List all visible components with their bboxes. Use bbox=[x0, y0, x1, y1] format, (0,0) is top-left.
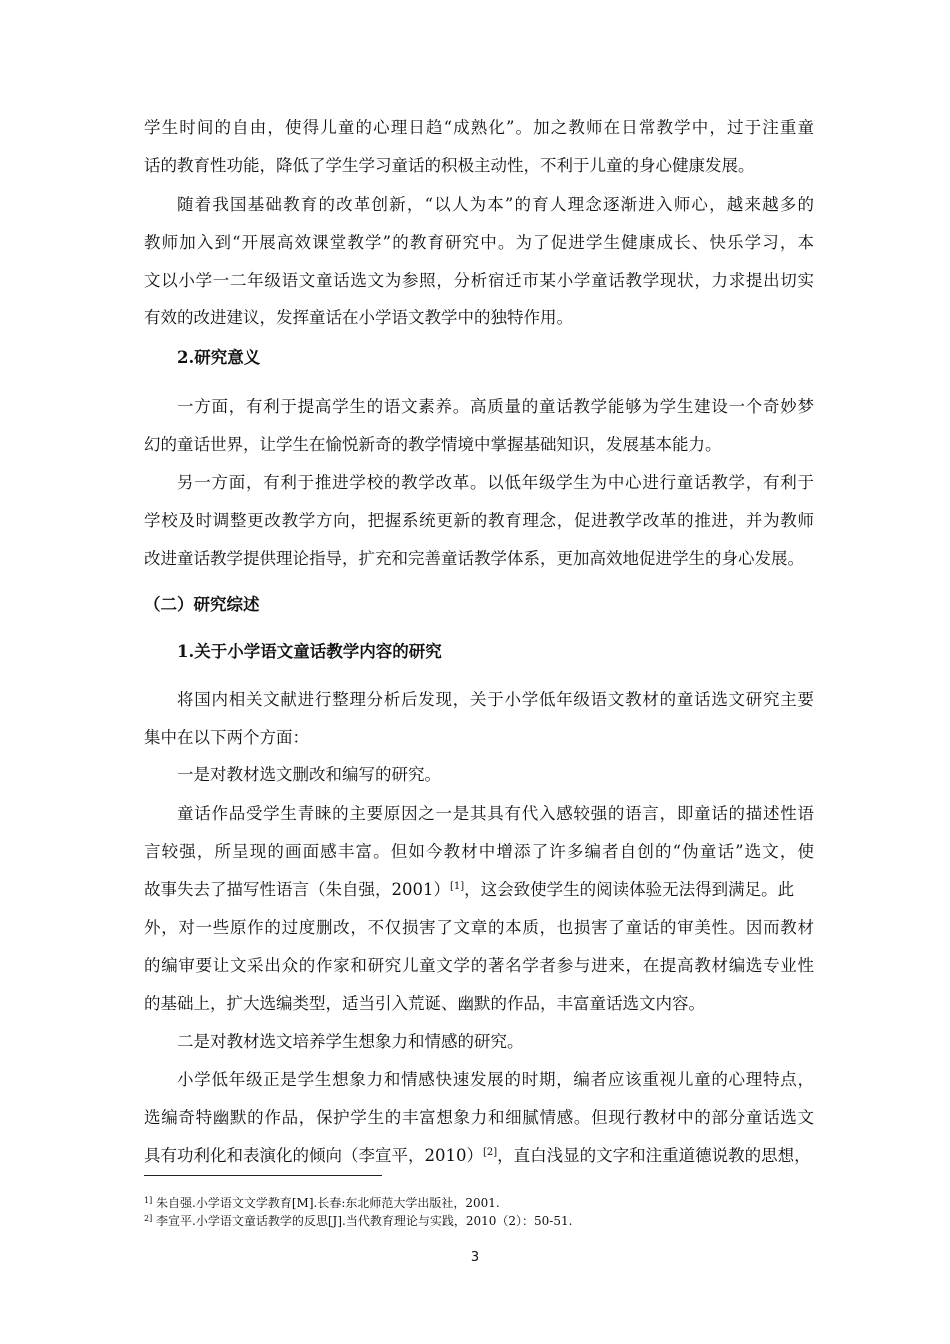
paragraph-line: 学生时间的自由，使得儿童的心理日趋“成熟化”。加之教师在日常教学中，过于注重童 bbox=[144, 118, 814, 137]
paragraph-line: 文以小学一二年级语文童话选文为参照，分析宿迁市某小学童话教学现状，力求提出切实 bbox=[144, 271, 814, 290]
paragraph-line: 话的教育性功能，降低了学生学习童话的积极主动性，不利于儿童的身心健康发展。 bbox=[144, 156, 755, 175]
citation-ref: [2] bbox=[483, 1147, 498, 1158]
paragraph-line: 言较强，所呈现的画面感丰富。但如今教材中增添了许多编者自创的“伪童话”选文，使 bbox=[144, 842, 814, 861]
line-text: ，直白浅显的文字和注重道德说教的思想， bbox=[497, 1146, 811, 1165]
paragraph-line: 童话作品受学生青睐的主要原因之一是其具有代入感较强的语言，即童话的描述性语 bbox=[177, 804, 814, 823]
paragraph-line: 改进童话教学提供理论指导，扩充和完善童话教学体系，更加高效地促进学生的身心发展。 bbox=[144, 549, 804, 568]
paragraph-line: 二是对教材选文培养学生想象力和情感的研究。 bbox=[177, 1032, 524, 1051]
footnote-mark: 2] bbox=[144, 1214, 153, 1223]
paragraph-line: 选编奇特幽默的作品，保护学生的丰富想象力和细腻情感。但现行教材中的部分童话选文 bbox=[144, 1108, 814, 1127]
section-heading-significance: 2.研究意义 bbox=[177, 348, 261, 367]
paragraph-line: 另一方面，有利于推进学校的教学改革。以低年级学生为中心进行童话教学，有利于 bbox=[177, 473, 814, 492]
paragraph-line: 的编审要让文采出众的作家和研究儿童文学的著名学者参与进来，在提高教材编选专业性 bbox=[144, 956, 814, 975]
paragraph-line: 幻的童话世界，让学生在愉悦新奇的教学情境中掌握基础知识，发展基本能力。 bbox=[144, 435, 722, 454]
line-text: ，这会致使学生的阅读体验无法得到满足。此 bbox=[464, 880, 795, 899]
paragraph-line: 小学低年级正是学生想象力和情感快速发展的时期，编者应该重视儿童的心理特点， bbox=[177, 1070, 814, 1089]
paragraph-line: 有效的改进建议，发挥童话在小学语文教学中的独特作用。 bbox=[144, 308, 573, 327]
paragraph-line: 教师加入到“开展高效课堂教学”的教育研究中。为了促进学生健康成长、快乐学习，本 bbox=[144, 233, 814, 252]
subsection-heading-content: 1.关于小学语文童话教学内容的研究 bbox=[177, 642, 442, 661]
footnote bbox=[144, 1195, 814, 1211]
line-text: 具有功利化和表演化的倾向（李宣平，2010） bbox=[144, 1146, 483, 1165]
footnote-separator bbox=[144, 1175, 382, 1176]
line-text: 故事失去了描写性语言（朱自强，2001） bbox=[144, 880, 450, 899]
paragraph-line: 随着我国基础教育的改革创新，“以人为本”的育人理念逐渐进入师心，越来越多的 bbox=[177, 195, 814, 214]
paragraph-line: 一是对教材选文删改和编写的研究。 bbox=[177, 765, 441, 784]
footnote-text: 朱自强.小学语文文学教育[M].长春:东北师范大学出版社，2001. bbox=[156, 1196, 500, 1210]
footnote-mark: 1] bbox=[144, 1196, 153, 1205]
citation-ref: [1] bbox=[450, 881, 465, 892]
paragraph-line-with-citation bbox=[144, 1144, 814, 1168]
paragraph-line: 一方面，有利于提高学生的语文素养。高质量的童话教学能够为学生建设一个奇妙梦 bbox=[177, 397, 814, 416]
section-heading-review: （二）研究综述 bbox=[144, 595, 260, 614]
paragraph-line: 外，对一些原作的过度删改，不仅损害了文章的本质，也损害了童话的审美性。因而教材 bbox=[144, 918, 814, 937]
footnote-text: 李宣平.小学语文童话教学的反思[J].当代教育理论与实践，2010（2）：50-51. bbox=[156, 1214, 573, 1228]
paragraph-line: 将国内相关文献进行整理分析后发现，关于小学低年级语文教材的童话选文研究主要 bbox=[177, 690, 814, 709]
paragraph-line: 的基础上，扩大选编类型，适当引入荒诞、幽默的作品，丰富童话选文内容。 bbox=[144, 994, 705, 1013]
paragraph-line-with-citation bbox=[144, 878, 814, 902]
footnote bbox=[144, 1213, 814, 1229]
page-number: 3 bbox=[470, 1250, 480, 1265]
paragraph-line: 集中在以下两个方面： bbox=[144, 728, 309, 747]
paragraph-line: 学校及时调整更改教学方向，把握系统更新的教育理念，促进教学改革的推进，并为教师 bbox=[144, 511, 814, 530]
